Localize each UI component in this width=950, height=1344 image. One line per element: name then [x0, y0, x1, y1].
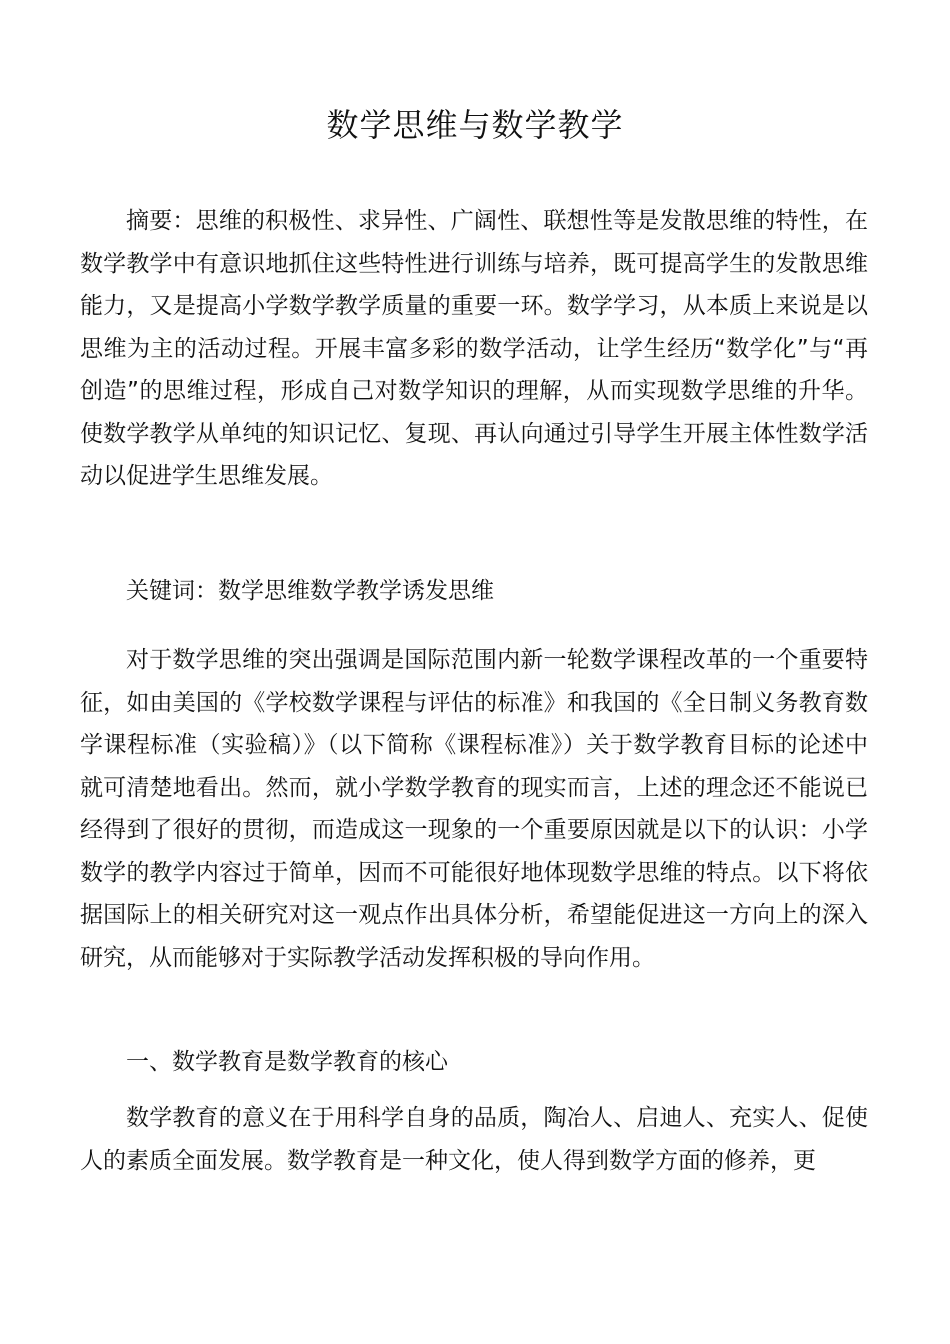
- body-paragraph-1: 对于数学思维的突出强调是国际范围内新一轮数学课程改革的一个重要特征，如由美国的《学校数学课程与评估的标准》和我国的《全日制义务教育数学课程标准（实验稿）》（以下简称《课程标准》）关于数学教育目标的论述中就可清楚地看出。然而，就小学数学教育的现实而言，上述的理念还不能说已经得到了很好的贯彻，而造成这一现象的一个重要原因就是以下的认识：小学数学的教学内容过于简单，因而不可能很好地体现数学思维的特点。以下将依据国际上的相关研究对这一观点作出具体分析，希望能促进这一方向上的深入研究，从而能够对于实际教学活动发挥积极的导向作用。: [80, 647, 868, 971]
- body-paragraph-2: 数学教育的意义在于用科学自身的品质，陶冶人、启迪人、充实人、促使人的素质全面发展。数学教育是一种文化，使人得到数学方面的修养，更: [80, 1105, 868, 1174]
- section-heading-1: 一、数学教育是数学教育的核心: [126, 1049, 448, 1075]
- abstract-paragraph: 摘要：思维的积极性、求异性、广阔性、联想性等是发散思维的特性，在数学教学中有意识地抓住这些特性进行训练与培养，既可提高学生的发散思维能力，又是提高小学数学教学质量的重要一环。数学学习，从本质上来说是以思维为主的活动过程。开展丰富多彩的数学活动，让学生经历“数学化”与“再创造”的思维过程，形成自己对数学知识的理解，从而实现数学思维的升华。使数学教学从单纯的知识记忆、复现、再认向通过引导学生开展主体性数学活动以促进学生思维发展。: [80, 208, 868, 489]
- document-title: 数学思维与数学教学: [326, 106, 624, 144]
- keywords-line: 关键词：数学思维数学教学诱发思维: [126, 578, 494, 604]
